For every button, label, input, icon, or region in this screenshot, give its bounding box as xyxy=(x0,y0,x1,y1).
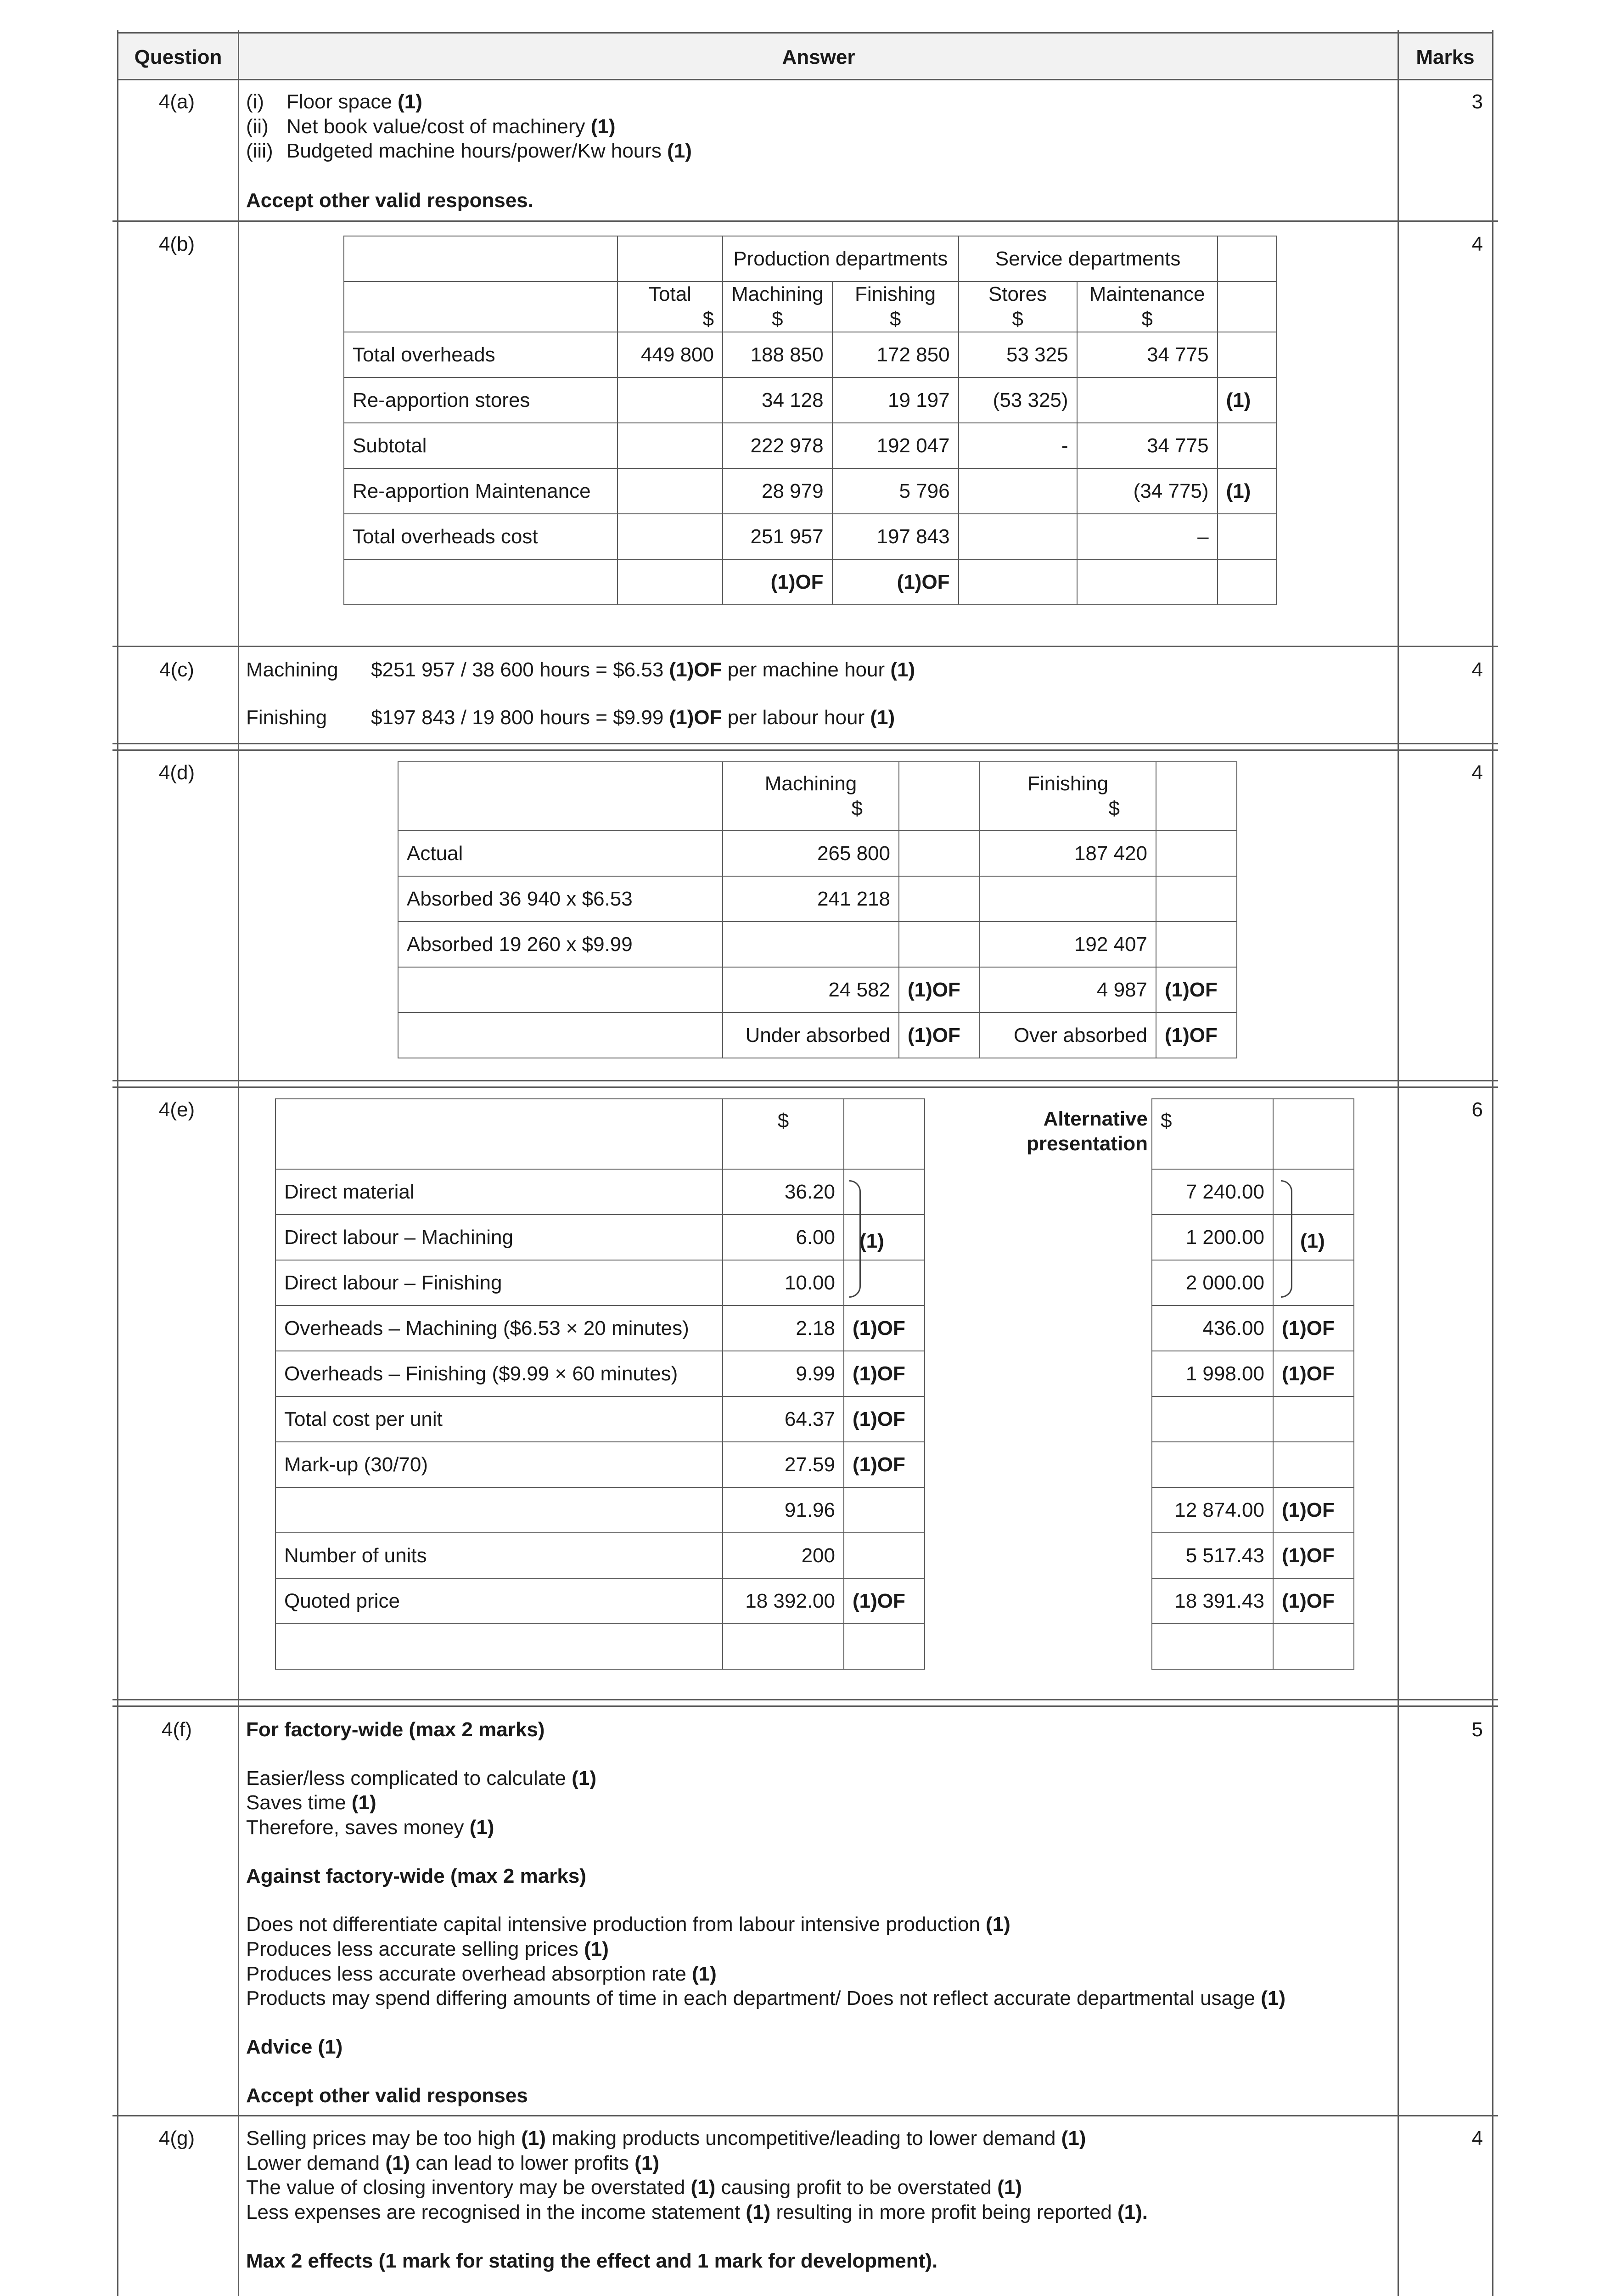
absorption-table: Machining $ Finishing $ Actual 265 800 187 420 Absorbed 36 940 x $6.53 241 218 Absorbed 19 260 x $9.99 192 407 24 582 (1)OF 4 987 (1)OF Under absorbed (1)OF Over absorbed (1)OF xyxy=(398,761,1237,1058)
answer-4g: Selling prices may be too high (1) making products uncompetitive/leading to lower demand (1) Lower demand (1) can lead to lower profits (1) The value of closing inventory may be overstated (1) causing profit to be overstated (1) Less expenses are recognised in the income statement (1) resulting in more profit being reported (1). Max 2 effects (1 mark for stating the effect and 1 mark for development). xyxy=(246,2127,1148,2272)
table-row: Direct labour – Machining 6.00 xyxy=(275,1215,925,1260)
grid-line xyxy=(117,79,1493,80)
header-marks: Marks xyxy=(1416,46,1475,68)
table-row xyxy=(1152,1624,1354,1669)
table-row: Number of units 200 xyxy=(275,1533,925,1578)
table-row: Actual 265 800 187 420 xyxy=(398,831,1237,876)
header-question: Question xyxy=(134,46,222,68)
question-number: 4(f) xyxy=(162,1718,192,1741)
table-row: Quoted price 18 392.00 (1)OF xyxy=(275,1578,925,1624)
brace-mark: (1) xyxy=(859,1230,884,1252)
table-row: 18 391.43 (1)OF xyxy=(1152,1578,1354,1624)
alt-presentation-title: Alternative presentation xyxy=(1026,1108,1148,1155)
table-row: 5 517.43 (1)OF xyxy=(1152,1533,1354,1578)
grid-line xyxy=(112,1705,1498,1707)
table-row: Absorbed 19 260 x $9.99 192 407 xyxy=(398,922,1237,967)
brace-mark: (1) xyxy=(1300,1230,1325,1252)
grid-line xyxy=(1492,30,1493,2296)
table-row: 91.96 xyxy=(275,1487,925,1533)
grid-line xyxy=(112,749,1498,751)
grid-line xyxy=(112,2115,1498,2116)
table-row: 12 874.00 (1)OF xyxy=(1152,1487,1354,1533)
grid-line xyxy=(117,32,1493,34)
table-row: 1 200.00 xyxy=(1152,1215,1354,1260)
answer-4a: (i) Floor space (1) (ii) Net book value/cost of machinery (1) (iii) Budgeted machine hours/power/Kw hours (1) Accept other valid responses. xyxy=(246,90,692,212)
table-row: Overheads – Finishing ($9.99 × 60 minutes) 9.99 (1)OF xyxy=(275,1351,925,1396)
overheads-table: Production departments Service departments Total $ Machining $ Finishing $ Stores $ Maintenance $ Total overheads 449 800 188 850 172 850 53 325 34 775 Re-apportion stores 34 128 19 197 (53 325) (1) Subtotal 222 978 192 047 - 34 775 Re-apportion Maintenance 28 979 5 796 (34 775) (1) Total overheads cost 251 957 197 843 – (1)OF (1)OF xyxy=(343,236,1277,605)
answer-4c: Machining $251 957 / 38 600 hours = $6.53 (1)OF per machine hour (1) Finishing $197 843 / 19 800 hours = $9.99 (1)OF per labour hour (1) xyxy=(246,658,915,729)
table-row: Subtotal 222 978 192 047 - 34 775 xyxy=(344,423,1276,468)
table-row: Re-apportion stores 34 128 19 197 (53 325) (1) xyxy=(344,377,1276,423)
marks-value: 6 xyxy=(1471,1098,1483,1121)
grid-line xyxy=(112,743,1498,744)
table-row: Direct material 36.20 xyxy=(275,1169,925,1215)
table-row: Total cost per unit 64.37 (1)OF xyxy=(275,1396,925,1442)
quotation-table: $ Direct material 36.20 Direct labour – Machining 6.00 Direct labour – Finishing 10.00 Overheads – Machining ($6.53 × 20 minutes) 2.18 (1)OF Overheads – Finishing ($9.99 × 60 minutes) 9.99 (1)OF Total cost per unit 64.37 (1)OF Mark-up (30/70) 27.59 (1)OF 91.96 Number of units 200 Quoted price 18 392.00 (1)OF xyxy=(275,1098,925,1670)
table-row: Direct labour – Finishing 10.00 xyxy=(275,1260,925,1306)
question-number: 4(e) xyxy=(158,1098,195,1121)
grid-line xyxy=(1398,30,1399,2296)
header-answer: Answer xyxy=(782,46,855,68)
table-row: Total overheads 449 800 188 850 172 850 53 325 34 775 xyxy=(344,332,1276,377)
question-number: 4(a) xyxy=(158,90,195,113)
grid-line xyxy=(112,646,1498,647)
grid-line xyxy=(117,30,118,2296)
table-row: Re-apportion Maintenance 28 979 5 796 (34 775) (1) xyxy=(344,468,1276,514)
marks-value: 5 xyxy=(1471,1718,1483,1741)
table-row: Mark-up (30/70) 27.59 (1)OF xyxy=(275,1442,925,1487)
grid-line xyxy=(112,1086,1498,1088)
table-row: 24 582 (1)OF 4 987 (1)OF xyxy=(398,967,1237,1013)
marks-value: 4 xyxy=(1471,761,1483,784)
question-number: 4(b) xyxy=(158,233,195,255)
table-row xyxy=(275,1624,925,1669)
table-row xyxy=(1152,1396,1354,1442)
grid-line xyxy=(112,1699,1498,1700)
table-row: 1 998.00 (1)OF xyxy=(1152,1351,1354,1396)
question-number: 4(g) xyxy=(158,2127,195,2150)
answer-4f: For factory-wide (max 2 marks) Easier/less complicated to calculate (1) Saves time (1) Therefore, saves money (1) Against factory-wide (max 2 marks) Does not differentiate capital intensive production from labour intensive production (1) Produces less accurate selling prices (1) Produces less accurate overhead absorption rate (1) Products may spend differing amounts of time in each department/ Does not reflect accurate departmental usage (1) Advice (1) Accept other valid responses xyxy=(246,1718,1285,2107)
marks-value: 4 xyxy=(1471,658,1483,681)
grid-line xyxy=(112,1080,1498,1081)
marks-value: 4 xyxy=(1471,2127,1483,2150)
marks-value: 4 xyxy=(1471,233,1483,255)
table-row: 2 000.00 xyxy=(1152,1260,1354,1306)
table-row: 436.00 (1)OF xyxy=(1152,1306,1354,1351)
question-number: 4(d) xyxy=(158,761,195,784)
table-row: Overheads – Machining ($6.53 × 20 minutes) 2.18 (1)OF xyxy=(275,1306,925,1351)
marks-value: 3 xyxy=(1471,90,1483,113)
table-row: 7 240.00 xyxy=(1152,1169,1354,1215)
table-row: (1)OF (1)OF xyxy=(344,559,1276,605)
table-row: Absorbed 36 940 x $6.53 241 218 xyxy=(398,876,1237,922)
question-number: 4(c) xyxy=(159,658,194,681)
alt-quotation-table: $ 7 240.00 1 200.00 2 000.00 436.00 (1)OF 1 998.00 (1)OF 12 874.00 (1)OF 5 517.43 (1)OF 18 391.43 (1)OF xyxy=(1151,1098,1354,1670)
brace-bracket xyxy=(1281,1180,1292,1298)
table-row: Under absorbed (1)OF Over absorbed (1)OF xyxy=(398,1013,1237,1058)
grid-line xyxy=(112,220,1498,222)
grid-line xyxy=(238,30,239,2296)
table-row: Total overheads cost 251 957 197 843 – xyxy=(344,514,1276,559)
table-row xyxy=(1152,1442,1354,1487)
